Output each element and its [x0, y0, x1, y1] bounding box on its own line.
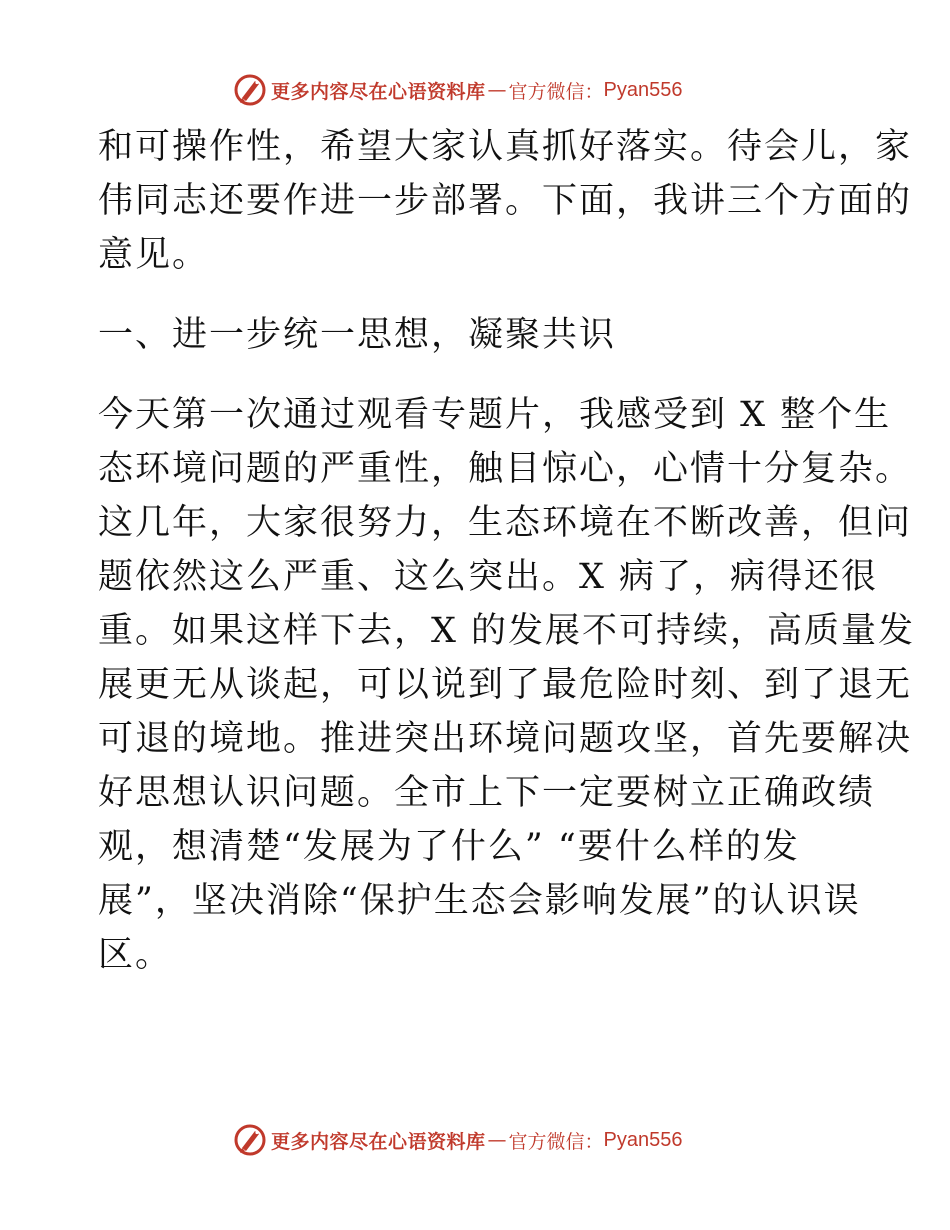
- text-line: 可退的境地。推进突出环境问题攻坚，首先要解决: [98, 719, 913, 759]
- watermark-wechat-id: Pyan556: [603, 78, 683, 101]
- header-watermark: [233, 72, 733, 108]
- text-line: 今天第一次通过观看专题片，我感受到 X 整个生: [98, 395, 892, 435]
- watermark-separator: —: [487, 1129, 507, 1151]
- pen-logo-icon: [233, 73, 267, 107]
- watermark-text: 更多内容尽在心语资料库: [271, 1130, 486, 1153]
- watermark-separator: —: [487, 79, 507, 101]
- footer-watermark: [233, 1122, 733, 1158]
- text-line: 和可操作性，希望大家认真抓好落实。待会儿，家: [98, 127, 913, 167]
- section-heading: 一、进一步统一思想，凝聚共识: [98, 315, 617, 355]
- text-line: 意见。: [98, 235, 210, 275]
- text-line: 重。如果这样下去，X 的发展不可持续，高质量发: [98, 611, 916, 651]
- text-line: 伟同志还要作进一步部署。下面，我讲三个方面的: [98, 181, 913, 221]
- text-line: 区。: [98, 935, 173, 975]
- text-line: 题依然这么严重、这么突出。X 病了，病得还很: [98, 557, 879, 597]
- text-line: 展更无从谈起，可以说到了最危险时刻、到了退无: [98, 665, 913, 705]
- text-line: 态环境问题的严重性，触目惊心，心情十分复杂。: [98, 449, 913, 489]
- document-body: [98, 120, 916, 982]
- text-line: 观，想清楚“发展为了什么” “要什么样的发: [98, 827, 800, 867]
- text-line: 好思想认识问题。全市上下一定要树立正确政绩: [98, 773, 876, 813]
- watermark-text: 更多内容尽在心语资料库: [271, 80, 486, 103]
- watermark-wechat-label: 官方微信：: [508, 80, 604, 103]
- watermark-wechat-label: 官方微信：: [508, 1130, 604, 1153]
- text-line: 展”，坚决消除“保护生态会影响发展”的认识误: [98, 881, 861, 921]
- pen-logo-icon: [233, 1123, 267, 1157]
- watermark-wechat-id: Pyan556: [603, 1128, 683, 1151]
- text-line: 这几年，大家很努力，生态环境在不断改善，但问: [98, 503, 913, 543]
